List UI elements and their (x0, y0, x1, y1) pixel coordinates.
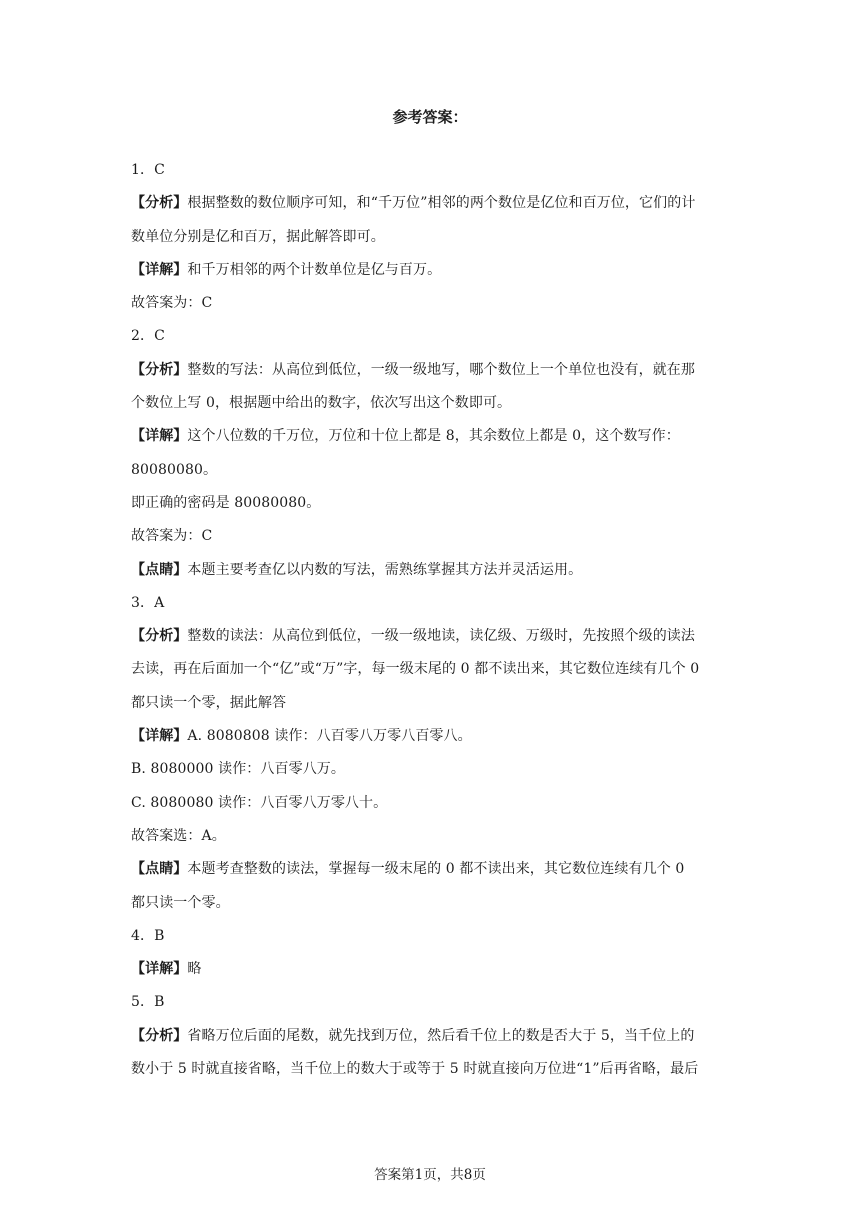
line-text: 这个八位数的千万位，万位和十位上都是 8，其余数位上都是 0，这个数写作： (187, 428, 680, 445)
question-number (131, 920, 731, 953)
question-number (131, 320, 731, 353)
line-text: 3．A (131, 594, 165, 611)
line-text: 根据整数的数位顺序可知，和“千万位”相邻的两个数位是亿位和百万位，它们的计 (187, 195, 696, 212)
line-text: 个数位上写 0，根据题中给出的数字，依次写出这个数即可。 (131, 395, 512, 412)
tagged-paragraph-line (131, 420, 731, 453)
line-text: 本题考查整数的读法，掌握每一级末尾的 0 都不读出来，其它数位连续有几个 0 (187, 861, 685, 878)
line-text: 4．B (131, 927, 165, 944)
line-text: 和千万相邻的两个计数单位是亿与百万。 (187, 261, 442, 278)
tagged-paragraph-line (131, 187, 731, 220)
paragraph-line (131, 520, 731, 553)
section-tag: 【点睛】 (131, 861, 188, 878)
paragraph-line (131, 653, 731, 686)
line-text: 即正确的密码是 80080080。 (131, 494, 321, 511)
tagged-paragraph-line (131, 354, 731, 387)
line-text: 数单位分别是亿和百万，据此解答即可。 (131, 228, 385, 245)
line-text: 去读，再在后面加一个“亿”或“万”字，每一级末尾的 0 都不读出来，其它数位连续有几个 0 (131, 661, 700, 678)
section-tag: 【分析】 (131, 361, 188, 378)
paragraph-line (131, 687, 731, 720)
line-text: 故答案为：C (131, 295, 213, 312)
line-text: C. 8080080 读作：八百零八万零八十。 (131, 794, 388, 811)
tagged-paragraph-line (131, 554, 731, 587)
tagged-paragraph-line (131, 254, 731, 287)
section-tag: 【分析】 (131, 628, 188, 645)
paragraph-line (131, 287, 731, 320)
paragraph-line (131, 1053, 731, 1086)
section-tag: 【详解】 (131, 728, 188, 745)
line-text: 略 (187, 961, 202, 978)
line-text: 都只读一个零，据此解答 (131, 694, 287, 711)
line-text: 都只读一个零。 (131, 894, 230, 911)
paragraph-line (131, 454, 731, 487)
page-footer: 答案第1页，共8页 (374, 1167, 486, 1183)
line-text: 1．C (131, 162, 165, 178)
line-text: 2．C (131, 328, 165, 345)
line-text: 整数的写法：从高位到低位，一级一级地写，哪个数位上一个单位也没有，就在那 (187, 361, 696, 378)
line-text: A. 8080808 读作：八百零八万零八百零八。 (187, 728, 472, 745)
line-text: B. 8080000 读作：八百零八万。 (131, 761, 345, 778)
tagged-paragraph-line (131, 853, 731, 886)
line-text: 本题主要考查亿以内数的写法，需熟练掌握其方法并灵活运用。 (187, 561, 583, 578)
section-tag: 【点睛】 (131, 561, 188, 578)
tagged-paragraph-line (131, 953, 731, 986)
line-text: 省略万位后面的尾数，就先找到万位，然后看千位上的数是否大于 5，当千位上的 (187, 1027, 695, 1044)
section-tag: 【详解】 (131, 961, 188, 978)
paragraph-line (131, 221, 731, 254)
page-title: 参考答案： (392, 108, 468, 126)
tagged-paragraph-line (131, 1020, 731, 1053)
paragraph-line (131, 787, 731, 820)
tagged-paragraph-line (131, 720, 731, 753)
tagged-paragraph-line (131, 620, 731, 653)
section-tag: 【详解】 (131, 428, 188, 445)
answer-content (131, 154, 731, 1086)
paragraph-line (131, 487, 731, 520)
line-text: 故答案为：C (131, 528, 213, 545)
question-number (131, 986, 731, 1019)
question-number (131, 587, 731, 620)
line-text: 整数的读法：从高位到低位，一级一级地读，读亿级、万级时，先按照个级的读法 (187, 628, 696, 645)
line-text: 数小于 5 时就直接省略，当千位上的数大于或等于 5 时就直接向万位进“1”后再省略，最后 (131, 1061, 699, 1078)
paragraph-line (131, 887, 731, 920)
section-tag: 【分析】 (131, 195, 188, 212)
paragraph-line (131, 387, 731, 420)
line-text: 5．B (131, 994, 165, 1011)
line-text: 故答案选：A。 (131, 827, 226, 844)
paragraph-line (131, 820, 731, 853)
section-tag: 【分析】 (131, 1027, 188, 1044)
line-text: 80080080。 (131, 461, 218, 478)
question-number (131, 154, 731, 187)
section-tag: 【详解】 (131, 261, 188, 278)
paragraph-line (131, 753, 731, 786)
